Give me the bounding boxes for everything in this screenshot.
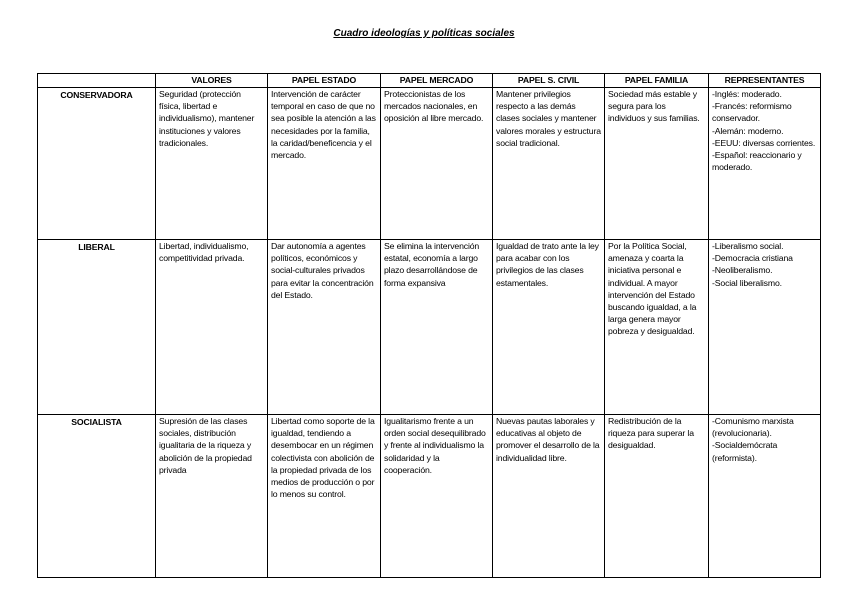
cell-representantes: -Inglés: moderado. -Francés: reformismo conservador. -Alemán: moderno. -EEUU: diversas corrientes. -Español: reaccionario y moderado. xyxy=(709,88,821,240)
cell-papel-mercado: Igualitarismo frente a un orden social desequilibrado y frente al individualismo la solidaridad y la cooperación. xyxy=(381,415,493,578)
document-title: Cuadro ideologías y políticas sociales xyxy=(333,28,515,39)
cell-papel-sociedad-civil: Mantener privilegios respecto a las demás clases sociales y mantener valores morales y estructura social tradicional. xyxy=(493,88,605,240)
table-row xyxy=(38,415,821,578)
header-empty xyxy=(38,74,156,88)
header-valores: VALORES xyxy=(156,74,268,88)
header-papel-sociedad-civil: PAPEL S. CIVIL xyxy=(493,74,605,88)
header-papel-familia: PAPEL FAMILIA xyxy=(605,74,709,88)
cell-papel-estado: Intervención de carácter temporal en caso de que no sea posible la atención a las necesidades por la familia, la caridad/beneficencia y el mercado. xyxy=(268,88,381,240)
row-label-liberal: LIBERAL xyxy=(38,240,156,415)
table-header-row xyxy=(38,74,821,88)
cell-valores: Libertad, individualismo, competitividad privada. xyxy=(156,240,268,415)
cell-papel-mercado: Proteccionistas de los mercados nacionales, en oposición al libre mercado. xyxy=(381,88,493,240)
cell-papel-familia: Sociedad más estable y segura para los individuos y sus familias. xyxy=(605,88,709,240)
cell-representantes: -Comunismo marxista (revolucionaria). -Socialdemócrata (reformista). xyxy=(709,415,821,578)
table-row xyxy=(38,88,821,240)
cell-papel-familia: Redistribución de la riqueza para superar la desigualdad. xyxy=(605,415,709,578)
table-row xyxy=(38,240,821,415)
cell-papel-sociedad-civil: Nuevas pautas laborales y educativas al objeto de promover el desarrollo de la individualidad libre. xyxy=(493,415,605,578)
header-papel-mercado: PAPEL MERCADO xyxy=(381,74,493,88)
cell-valores: Supresión de las clases sociales, distribución igualitaria de la riqueza y abolición de la propiedad privada xyxy=(156,415,268,578)
cell-valores: Seguridad (protección física, libertad e individualismo), mantener instituciones y valores tradicionales. xyxy=(156,88,268,240)
cell-papel-estado: Dar autonomía a agentes políticos, económicos y social-culturales privados para evitar la concentración del Estado. xyxy=(268,240,381,415)
header-representantes: REPRESENTANTES xyxy=(709,74,821,88)
cell-papel-familia: Por la Política Social, amenaza y coarta la iniciativa personal e individual. A mayor intervención del Estado buscando igualdad, a la larga genera mayor pobreza y desigualdad. xyxy=(605,240,709,415)
row-label-socialista: SOCIALISTA xyxy=(38,415,156,578)
row-label-conservadora: CONSERVADORA xyxy=(38,88,156,240)
cell-papel-mercado: Se elimina la intervención estatal, economía a largo plazo desarrollándose de forma expansiva xyxy=(381,240,493,415)
cell-representantes: -Liberalismo social. -Democracia cristiana -Neoliberalismo. -Social liberalismo. xyxy=(709,240,821,415)
cell-papel-estado: Libertad como soporte de la igualdad, tendiendo a desembocar en un régimen colectivista con abolición de la propiedad privada de los medios de producción o por lo menos su control. xyxy=(268,415,381,578)
cell-papel-sociedad-civil: Igualdad de trato ante la ley para acabar con los privilegios de las clases estamentales. xyxy=(493,240,605,415)
header-papel-estado: PAPEL ESTADO xyxy=(268,74,381,88)
ideologies-table xyxy=(37,73,821,578)
